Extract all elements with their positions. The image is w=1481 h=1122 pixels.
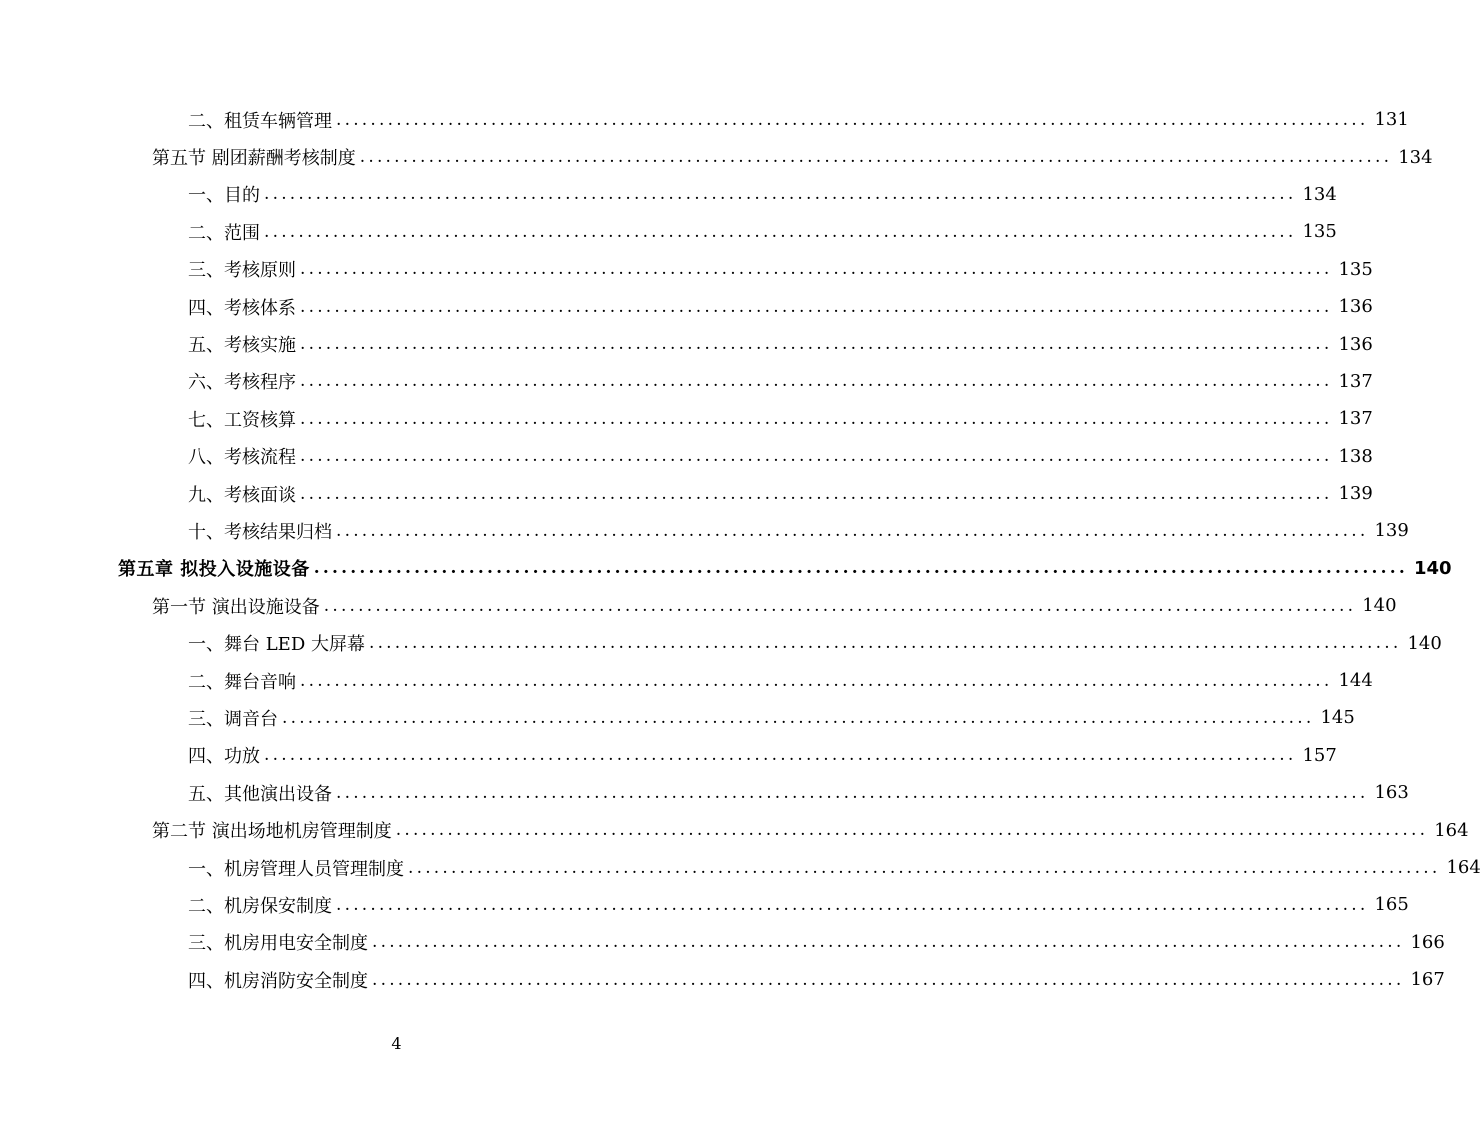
toc-leader-dots: ........................................................................................................................: [368, 633, 1402, 654]
toc-entry[interactable]: [0, 101, 1409, 138]
toc-entry[interactable]: [0, 849, 1481, 886]
toc-entry-title: 五、其他演出设备: [188, 780, 334, 806]
toc-entry-page: 139: [1374, 520, 1409, 542]
toc-entry[interactable]: [0, 475, 1373, 512]
toc-entry[interactable]: [0, 699, 1355, 736]
toc-entry-page: 163: [1374, 782, 1409, 804]
toc-entry[interactable]: [0, 438, 1373, 475]
toc-leader-dots: ........................................................................................................................: [264, 745, 1297, 766]
toc-entry-title: 四、考核体系: [188, 294, 298, 320]
toc-entry-page: 140: [1407, 632, 1442, 654]
toc-entry-title: 第五节 剧团薪酬考核制度: [152, 144, 358, 170]
toc-entry-page: 134: [1302, 183, 1337, 205]
toc-entry[interactable]: [0, 213, 1337, 250]
toc-entry[interactable]: [0, 737, 1337, 774]
toc-entry-title: 第二节 演出场地机房管理制度: [152, 817, 394, 843]
toc-entry-title: 一、机房管理人员管理制度: [188, 855, 406, 881]
toc-leader-dots: ........................................................................................................................: [264, 221, 1297, 242]
toc-entry-page: 134: [1398, 146, 1433, 168]
toc-leader-dots: ........................................................................................................................: [300, 259, 1333, 280]
toc-entry-page: 137: [1338, 370, 1373, 392]
toc-entry[interactable]: [0, 400, 1373, 437]
toc-entry[interactable]: [0, 325, 1373, 362]
toc-entry-page: 136: [1338, 333, 1373, 355]
toc-entry-page: 131: [1374, 109, 1409, 131]
toc-entry-title: 三、机房用电安全制度: [188, 929, 370, 955]
toc-entry-page: 138: [1338, 445, 1373, 467]
toc-entry-page: 167: [1410, 969, 1445, 991]
toc-entry[interactable]: [0, 363, 1373, 400]
toc-entry-title: 七、工资核算: [188, 406, 298, 432]
toc-entry[interactable]: [0, 138, 1433, 175]
toc-entry-title: 三、考核原则: [188, 256, 298, 282]
toc-entry-title: 十、考核结果归档: [188, 518, 334, 544]
toc-leader-dots: ........................................................................................................................: [408, 857, 1441, 878]
toc-entry-page: 164: [1434, 819, 1469, 841]
toc-leader-dots: ........................................................................................................................: [336, 782, 1369, 803]
toc-entry[interactable]: [0, 811, 1469, 848]
toc-entry-page: 144: [1338, 670, 1373, 692]
toc-entry[interactable]: [0, 587, 1397, 624]
table-of-contents: [0, 101, 1481, 998]
toc-entry-page: 157: [1302, 744, 1337, 766]
toc-entry-page: 164: [1446, 857, 1481, 878]
toc-entry-title: 二、租赁车辆管理: [188, 107, 334, 133]
toc-entry-title: 六、考核程序: [188, 368, 298, 394]
toc-leader-dots: ........................................................................................................................: [300, 446, 1333, 467]
toc-leader-dots: ........................................................................................................................: [300, 408, 1333, 429]
toc-leader-dots: ........................................................................................................................: [264, 184, 1297, 205]
page-number: 4: [391, 1034, 402, 1053]
toc-leader-dots: ........................................................................................................................: [372, 932, 1405, 953]
toc-leader-dots: ........................................................................................................................: [313, 558, 1408, 579]
toc-entry-title: 五、考核实施: [188, 331, 298, 357]
toc-entry-title: 一、目的: [188, 181, 262, 207]
toc-entry-page: 166: [1410, 931, 1445, 953]
toc-leader-dots: ........................................................................................................................: [336, 520, 1369, 541]
toc-entry-title: 一、舞台 LED 大屏幕: [188, 630, 367, 656]
toc-entry-title: 四、功放: [188, 742, 262, 768]
toc-leader-dots: ........................................................................................................................: [372, 969, 1405, 990]
toc-entry[interactable]: [0, 886, 1409, 923]
toc-entry[interactable]: [0, 251, 1373, 288]
toc-entry-page: 136: [1338, 296, 1373, 318]
toc-leader-dots: ........................................................................................................................: [336, 109, 1369, 130]
toc-entry-title: 四、机房消防安全制度: [188, 967, 370, 993]
toc-entry[interactable]: [0, 774, 1409, 811]
toc-leader-dots: ........................................................................................................................: [395, 820, 1429, 841]
toc-chapter-entry[interactable]: [0, 550, 1452, 587]
toc-entry-page: 137: [1338, 408, 1373, 430]
toc-entry-page: 135: [1302, 221, 1337, 243]
toc-entry-title: 二、机房保安制度: [188, 892, 334, 918]
toc-entry-title: 八、考核流程: [188, 443, 298, 469]
toc-entry-page: 140: [1362, 595, 1397, 617]
toc-leader-dots: ........................................................................................................................: [300, 371, 1333, 392]
toc-entry[interactable]: [0, 924, 1445, 961]
toc-entry-page: 135: [1338, 258, 1373, 280]
toc-entry-page: 145: [1320, 707, 1355, 729]
toc-leader-dots: ........................................................................................................................: [300, 670, 1333, 691]
toc-entry-title: 第一节 演出设施设备: [152, 593, 322, 619]
toc-entry-title: 三、调音台: [188, 705, 280, 731]
toc-entry[interactable]: [0, 512, 1409, 549]
toc-leader-dots: ........................................................................................................................: [300, 334, 1333, 355]
toc-entry-title: 二、范围: [188, 219, 262, 245]
toc-entry-title: 九、考核面谈: [188, 481, 298, 507]
toc-entry[interactable]: [0, 662, 1373, 699]
toc-leader-dots: ........................................................................................................................: [359, 147, 1393, 168]
toc-entry-page: 139: [1338, 483, 1373, 505]
toc-leader-dots: ........................................................................................................................: [336, 894, 1369, 915]
toc-entry-page: 140: [1413, 557, 1452, 579]
toc-leader-dots: ........................................................................................................................: [282, 707, 1315, 728]
toc-entry[interactable]: [0, 176, 1337, 213]
toc-entry[interactable]: [0, 961, 1445, 998]
toc-leader-dots: ........................................................................................................................: [300, 483, 1333, 504]
toc-leader-dots: ........................................................................................................................: [300, 296, 1333, 317]
toc-entry[interactable]: [0, 624, 1442, 661]
toc-entry-title: 第五章 拟投入设施设备: [118, 555, 312, 581]
toc-entry-page: 165: [1374, 894, 1409, 916]
toc-leader-dots: ........................................................................................................................: [323, 595, 1357, 616]
toc-entry[interactable]: [0, 288, 1373, 325]
toc-entry-title: 二、舞台音响: [188, 668, 298, 694]
